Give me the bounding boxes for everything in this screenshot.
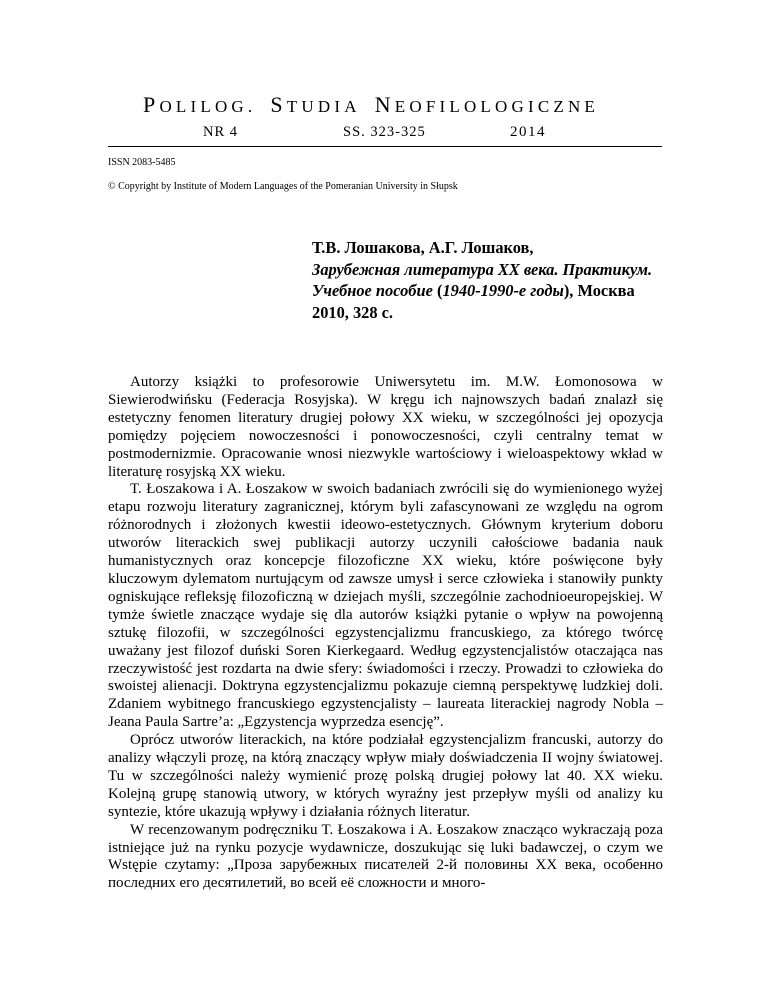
paragraph: Oprócz utworów literackich, na które podziałał egzystencjalizm francuski, autorzy do analizy włączyli prozę, na którą znaczący wpływ miały doświadczenia II wojny światowej. Tu w szczególności należy wymienić prozę polską drugiej połowy lat 40. XX wieku. Kolejną grupę stanowią utwory, w których wyraźny jest przepływ myśli od analizy ku syntezie, które ukazują wpływy i działania różnych literatur. <box>108 732 663 820</box>
paragraph: Autorzy książki to profesorowie Uniwersytetu im. M.W. Łomonosowa w Siewierodwińsku (Federacja Rosyjska). W kręgu ich najnowszych badań znalazł się estetyczny fenomen literatury drugiej połowy XX wieku, w szczególności jej opozycja pomiędzy pojęciem nowoczesności i ponowoczesności, czyli centralny temat w postmodernizmie. Opracowanie wnosi niezwykle wartościowy i wieloaspektowy wkład w literaturę rosyjską XX wieku. <box>108 374 663 480</box>
book-authors: Т.В. Лошакова, А.Г. Лошаков, <box>312 238 534 257</box>
paragraph: W recenzowanym podręczniku T. Łoszakowa i A. Łoszakow znacząco wykraczają poza istniejące już na rynku pozycje wydawnicze, doszukując się luki badawczej, o czym we Wstępie czytamy: „Проза зарубежных писателей 2-й половины XX века, особенно последних его десятилетий, во всей её сложности и много- <box>108 821 663 892</box>
journal-title <box>143 92 633 118</box>
reviewed-book-reference <box>312 237 667 323</box>
journal-title-initial: P <box>143 92 160 117</box>
page-range: SS. 323-325 <box>343 124 426 140</box>
copyright-notice: © Copyright by Institute of Modern Languages of the Pomeranian University in Słupsk <box>108 181 458 192</box>
review-body <box>108 374 663 893</box>
paragraph: T. Łoszakowa i A. Łoszakow w swoich badaniach zwrócili się do wymienionego wyżej etapu rozwoju literatury zagranicznej, którym byli zafascynowani ze względu na ogrom różnorodnych i złożonych kwestii ideowo-estetycznych. Głównym kryterium doboru utworów literackich swej publikacji autorzy uczynili całościowe badania nauk humanistycznych oraz koncepcje filozoficzne XX wieku, które poświęcone były kluczowym dylematom nurtującym od zawsze umysł i serce człowieka i stanowiły punkty ogniskujące refleksję filozoficzną w dziejach myśli, szczególnie zachodnioeuropejskiej. W tymże świetle znaczące wydaje się dla autorów książki pytanie o wpływ na powojenną sztukę filozofii, w szczególności egzystencjalizmu francuskiego, za którego twórcę uważany jest filozof duński Soren Kierkegaard. Według egzystencjalistów otaczająca nas rzeczywistość jest rozdarta na dwie sfery: świadomości i rzeczy. Prowadzi to człowieka do swoistej alienacji. Doktryna egzystencjalizmu pokazuje ciemną perspektywę ludzkiej doli. Zdaniem wybitnego francuskiego egzystencjalisty – laureata literackiej nagrody Nobla – Jeana Paula Sartre’a: „Egzystencja wyprzedza esencję”. <box>108 481 663 731</box>
journal-title-word: OLILOG. <box>159 97 257 116</box>
book-title-paren: ( <box>436 281 443 300</box>
book-title: Зарубежная литература XX века. Практикум. Учебное пособие <box>312 259 653 300</box>
book-publication-details: ), Москва 2010, 328 с. <box>312 281 635 322</box>
book-years: 1940-1990-е годы <box>442 281 564 300</box>
journal-title-word: TUDIA <box>286 97 361 116</box>
publication-year: 2014 <box>510 124 546 140</box>
journal-title-word: EOFILOLOGICZNE <box>394 97 600 116</box>
issue-number: NR 4 <box>203 124 239 140</box>
issn: ISSN 2083-5485 <box>108 157 176 168</box>
journal-title-initial: N <box>374 92 395 117</box>
journal-title-initial: S <box>270 92 287 117</box>
header-divider <box>108 146 662 147</box>
